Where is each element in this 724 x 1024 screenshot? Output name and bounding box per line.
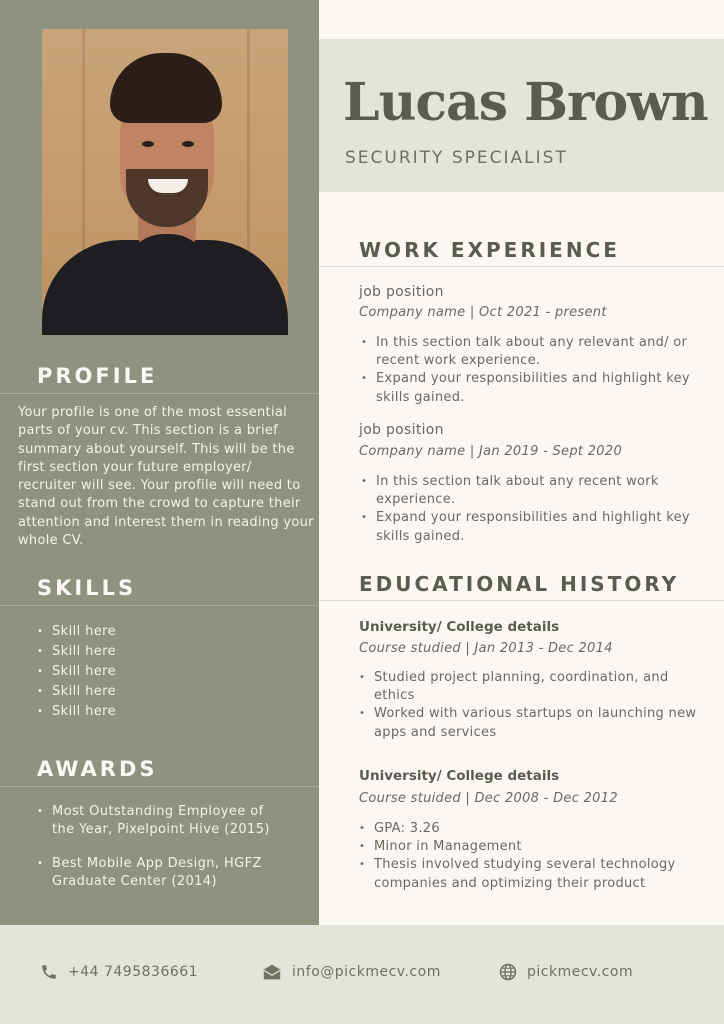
work-experience-divider: [319, 266, 724, 267]
skills-divider: [0, 605, 319, 606]
skill-item: • Skill here: [37, 682, 116, 702]
education-bullets: [359, 669, 699, 742]
skill-item: • Skill here: [37, 642, 116, 662]
candidate-name: Lucas Brown: [343, 72, 708, 133]
job-position: job position: [359, 284, 444, 300]
education-heading: EDUCATIONAL HISTORY: [359, 572, 680, 596]
awards-divider: [0, 786, 319, 787]
awards-list: [37, 803, 287, 907]
education-bullets: [359, 820, 699, 893]
job-bullets: [361, 473, 701, 546]
website-url: pickmecv.com: [527, 964, 634, 980]
job-company: Company name | Oct 2021 - present: [359, 305, 607, 320]
job-company: Company name | Jan 2019 - Sept 2020: [359, 444, 623, 459]
job-bullet: • Expand your responsibilities and highlight key skills gained.: [361, 370, 701, 406]
education-bullet: • Thesis involved studying several technology companies and optimizing their product: [359, 856, 699, 892]
skills-heading: SKILLS: [37, 576, 137, 600]
award-item: • Best Mobile App Design, HGFZ Graduate Center (2014): [37, 855, 287, 891]
contact-email[interactable]: [262, 963, 441, 981]
skills-list: [37, 622, 116, 722]
profile-text: Your profile is one of the most essential parts of your cv. This section is a brief summary about yourself. This will be the first section your future employer/ recruiter will see. Your profile will need to stand out from the crowd to capture their attention and interest them in reading your whole CV.: [18, 405, 314, 549]
profile-photo: [42, 29, 288, 335]
job-bullet: • Expand your responsibilities and highlight key skills gained.: [361, 509, 701, 545]
profile-divider: [0, 393, 319, 394]
phone-icon: [40, 963, 58, 981]
job-bullet: • In this section talk about any relevant and/ or recent work experience.: [361, 334, 701, 370]
education-title: University/ College details: [359, 619, 560, 635]
education-bullet: • Minor in Management: [359, 838, 699, 856]
phone-number: +44 7495836661: [68, 964, 199, 980]
education-title: University/ College details: [359, 768, 560, 784]
job-bullets: [361, 334, 701, 407]
education-course: Course studied | Jan 2013 - Dec 2014: [359, 641, 613, 656]
contact-phone[interactable]: [40, 963, 198, 981]
skill-item: • Skill here: [37, 702, 116, 722]
award-item: • Most Outstanding Employee of the Year, Pixelpoint Hive (2015): [37, 803, 287, 839]
skill-item: • Skill here: [37, 622, 116, 642]
job-bullet: • In this section talk about any recent work experience.: [361, 473, 701, 509]
contact-website[interactable]: [499, 963, 633, 981]
profile-heading: PROFILE: [37, 364, 158, 388]
education-bullet: • GPA: 3.26: [359, 820, 699, 838]
job-title: SECURITY SPECIALIST: [345, 148, 568, 168]
education-bullet: • Studied project planning, coordination, and ethics: [359, 669, 699, 705]
awards-heading: AWARDS: [37, 757, 158, 781]
skill-item: • Skill here: [37, 662, 116, 682]
education-divider: [319, 600, 724, 601]
education-bullet: • Worked with various startups on launching new apps and services: [359, 705, 699, 741]
email-address: info@pickmecv.com: [292, 964, 441, 980]
envelope-icon: [262, 963, 282, 981]
education-course: Course stuided | Dec 2008 - Dec 2012: [359, 791, 618, 806]
globe-icon: [499, 963, 517, 981]
job-position: job position: [359, 422, 444, 438]
work-experience-heading: WORK EXPERIENCE: [359, 238, 620, 262]
